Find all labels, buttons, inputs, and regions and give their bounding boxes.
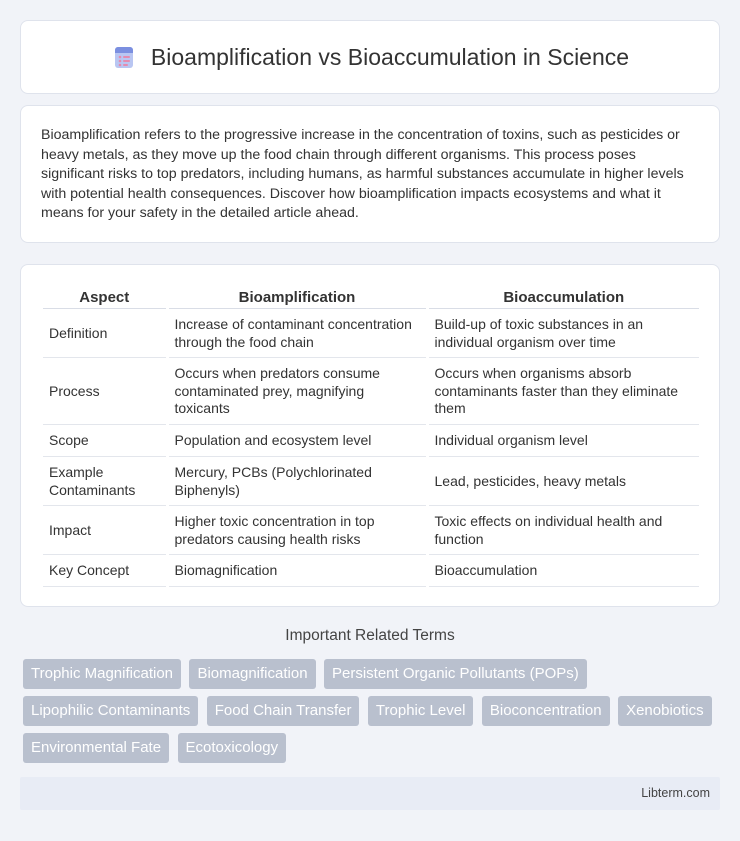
- table-cell-bioamplification: Occurs when predators consume contaminated prey, magnifying toxicants: [167, 358, 427, 425]
- table-cell-aspect: Definition: [43, 309, 167, 358]
- table-cell-bioamplification: Population and ecosystem level: [167, 425, 427, 457]
- tag-food-chain-transfer[interactable]: Food Chain Transfer: [207, 696, 360, 726]
- table-cell-aspect: Impact: [43, 506, 167, 555]
- table-cell-bioaccumulation: Individual organism level: [427, 425, 699, 457]
- comparison-card: [20, 264, 720, 607]
- tag-xenobiotics[interactable]: Xenobiotics: [618, 696, 712, 726]
- table-cell-bioaccumulation: Bioaccumulation: [427, 555, 699, 587]
- table-row: [43, 358, 699, 425]
- table-cell-aspect: Scope: [43, 425, 167, 457]
- table-row: [43, 555, 699, 587]
- table-cell-bioaccumulation: Build-up of toxic substances in an individual organism over time: [427, 309, 699, 358]
- table-cell-aspect: Key Concept: [43, 555, 167, 587]
- header-aspect: Aspect: [43, 287, 167, 309]
- table-cell-aspect: Process: [43, 358, 167, 425]
- table-cell-bioaccumulation: Lead, pesticides, heavy metals: [427, 457, 699, 506]
- table-cell-bioamplification: Higher toxic concentration in top predators causing health risks: [167, 506, 427, 555]
- intro-text: Bioamplification refers to the progressive increase in the concentration of toxins, such as pesticides or heavy metals, as they move up the food chain through different organisms. This process poses significant risks to top predators, including humans, as harmful substances accumulate in higher levels with potential health consequences. Discover how bioamplification impacts ecosystems and what it means for your safety in the detailed article ahead.: [41, 127, 684, 222]
- related-terms-list: [23, 659, 723, 770]
- tag-biomagnification[interactable]: Biomagnification: [189, 659, 315, 689]
- intro-card: [20, 105, 720, 243]
- table-row: [43, 425, 699, 457]
- table-cell-bioamplification: Increase of contaminant concentration through the food chain: [167, 309, 427, 358]
- table-cell-bioamplification: Biomagnification: [167, 555, 427, 587]
- table-cell-aspect: Example Contaminants: [43, 457, 167, 506]
- table-cell-bioamplification: Mercury, PCBs (Polychlorinated Biphenyls): [167, 457, 427, 506]
- table-header-row: [43, 287, 699, 309]
- tag-trophic-level[interactable]: Trophic Level: [368, 696, 474, 726]
- tag-persistent-organic-pollutants[interactable]: Persistent Organic Pollutants (POPs): [324, 659, 587, 689]
- header-bioamplification: Bioamplification: [167, 287, 427, 309]
- footer: [20, 777, 720, 810]
- comparison-table: [43, 287, 699, 587]
- tag-bioconcentration[interactable]: Bioconcentration: [482, 696, 610, 726]
- table-row: [43, 457, 699, 506]
- header-bioaccumulation: Bioaccumulation: [427, 287, 699, 309]
- table-row: [43, 506, 699, 555]
- tag-lipophilic-contaminants[interactable]: Lipophilic Contaminants: [23, 696, 198, 726]
- table-cell-bioaccumulation: Occurs when organisms absorb contaminants faster than they eliminate them: [427, 358, 699, 425]
- footer-site-link[interactable]: Libterm.com: [641, 786, 710, 800]
- tag-environmental-fate[interactable]: Environmental Fate: [23, 733, 169, 763]
- tag-trophic-magnification[interactable]: Trophic Magnification: [23, 659, 181, 689]
- document-icon: [111, 44, 137, 70]
- title-card: [20, 20, 720, 94]
- table-row: [43, 309, 699, 358]
- related-terms-title: Important Related Terms: [285, 627, 455, 644]
- page-title: Bioamplification vs Bioaccumulation in Science: [150, 43, 630, 70]
- tag-ecotoxicology[interactable]: Ecotoxicology: [178, 733, 287, 763]
- table-cell-bioaccumulation: Toxic effects on individual health and function: [427, 506, 699, 555]
